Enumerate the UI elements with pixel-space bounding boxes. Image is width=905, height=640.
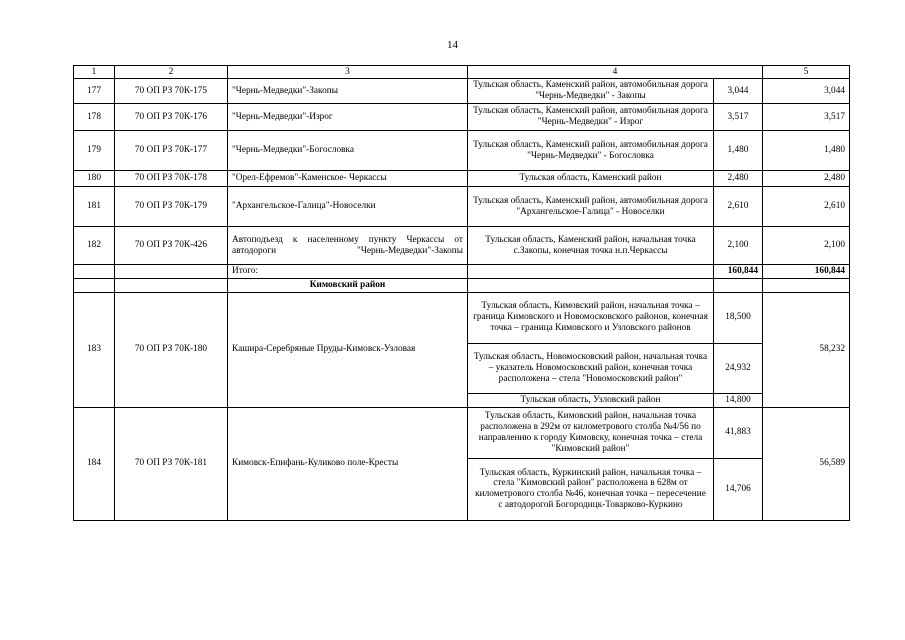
road-total: 1,480 [763,131,850,171]
row-number: 182 [74,227,115,265]
road-total: 3,044 [763,79,850,104]
road-length: 2,480 [714,171,763,187]
itogo-row [74,265,850,279]
row-number: 184 [74,407,115,520]
road-length: 3,044 [714,79,763,104]
table-row [74,104,850,131]
road-location: Тульская область, Кимовский район, начальная точка – граница Кимовского и Новомосковского районов, конечная точка – граница Кимовского и Узловского районов [468,292,714,343]
road-location: Тульская область, Каменский район, автомобильная дорога "Чернь-Медведки" - Закопы [468,79,714,104]
road-code: 70 ОП РЗ 70К-175 [115,79,228,104]
page-number: 14 [447,39,458,51]
table-row [74,227,850,265]
road-length: 41,883 [714,407,763,458]
road-code: 70 ОП РЗ 70К-178 [115,171,228,187]
row-number: 177 [74,79,115,104]
road-length: 2,100 [714,227,763,265]
header-col-3: 3 [228,66,468,79]
road-length: 1,480 [714,131,763,171]
row-number: 181 [74,187,115,227]
table-row [74,131,850,171]
itogo-label: Итого: [228,265,468,279]
road-code: 70 ОП РЗ 70К-176 [115,104,228,131]
road-code: 70 ОП РЗ 70К-426 [115,227,228,265]
header-col-4: 4 [468,66,763,79]
road-total: 2,100 [763,227,850,265]
road-name: Автоподъезд к населенному пункту Черкассы от автодороги "Чернь-Медведки"-Закопы [228,227,468,265]
road-name: "Чернь-Медведки"-Богословка [228,131,468,171]
road-length: 24,932 [714,343,763,393]
header-col-5: 5 [763,66,850,79]
road-location: Тульская область, Каменский район, начальная точка с.Закопы, конечная точка н.п.Черкассы [468,227,714,265]
road-length: 14,706 [714,458,763,520]
row-number: 179 [74,131,115,171]
road-length: 18,500 [714,292,763,343]
table-row [74,292,850,343]
road-total: 2,480 [763,171,850,187]
road-length: 3,517 [714,104,763,131]
road-name: "Архангельское-Галица"-Новоселки [228,187,468,227]
header-row [74,66,850,79]
road-location: Тульская область, Узловский район [468,393,714,407]
row-number: 180 [74,171,115,187]
district-title: Кимовский район [228,278,468,292]
itogo-length: 160,844 [714,265,763,279]
road-location: Тульская область, Куркинский район, начальная точка – стела "Кимовский район" расположена в 628м от километрового столба №46, конечная точка – пересечение с автодорогой Богородицк-Товарково-Куркино [468,458,714,520]
header-col-2: 2 [115,66,228,79]
table-row [74,407,850,458]
roads-table [73,65,850,521]
itogo-total: 160,844 [763,265,850,279]
table-row [74,187,850,227]
road-total: 2,610 [763,187,850,227]
road-location: Тульская область, Каменский район [468,171,714,187]
row-number: 178 [74,104,115,131]
road-code: 70 ОП РЗ 70К-180 [115,292,228,407]
header-col-1: 1 [74,66,115,79]
road-location: Тульская область, Каменский район, автомобильная дорога "Чернь-Медведки" - Изрог [468,104,714,131]
road-name: "Чернь-Медведки"-Изрог [228,104,468,131]
road-name: Кашира-Серебряные Пруды-Кимовск-Узловая [228,292,468,407]
table-row [74,79,850,104]
district-row [74,278,850,292]
road-location: Тульская область, Новомосковский район, начальная точка – указатель Новомосковский район, конечная точка расположена – стела "Новомосковский район" [468,343,714,393]
road-length: 2,610 [714,187,763,227]
table-row [74,171,850,187]
road-location: Тульская область, Кимовский район, начальная точка расположена в 292м от километрового столба №4/56 по направлению к городу Кимовску, конечная точка – стела "Кимовский район" [468,407,714,458]
road-total: 56,589 [763,407,850,520]
road-code: 70 ОП РЗ 70К-179 [115,187,228,227]
road-name: Кимовск-Епифань-Куликово поле-Кресты [228,407,468,520]
road-total: 58,232 [763,292,850,407]
road-total: 3,517 [763,104,850,131]
road-length: 14,800 [714,393,763,407]
road-code: 70 ОП РЗ 70К-177 [115,131,228,171]
row-number: 183 [74,292,115,407]
road-name: "Чернь-Медведки"-Закопы [228,79,468,104]
road-name: "Орел-Ефремов"-Каменское- Черкассы [228,171,468,187]
road-location: Тульская область, Каменский район, автомобильная дорога "Архангельское-Галица" - Новоселки [468,187,714,227]
road-location: Тульская область, Каменский район, автомобильная дорога "Чернь-Медведки" - Богословка [468,131,714,171]
road-code: 70 ОП РЗ 70К-181 [115,407,228,520]
